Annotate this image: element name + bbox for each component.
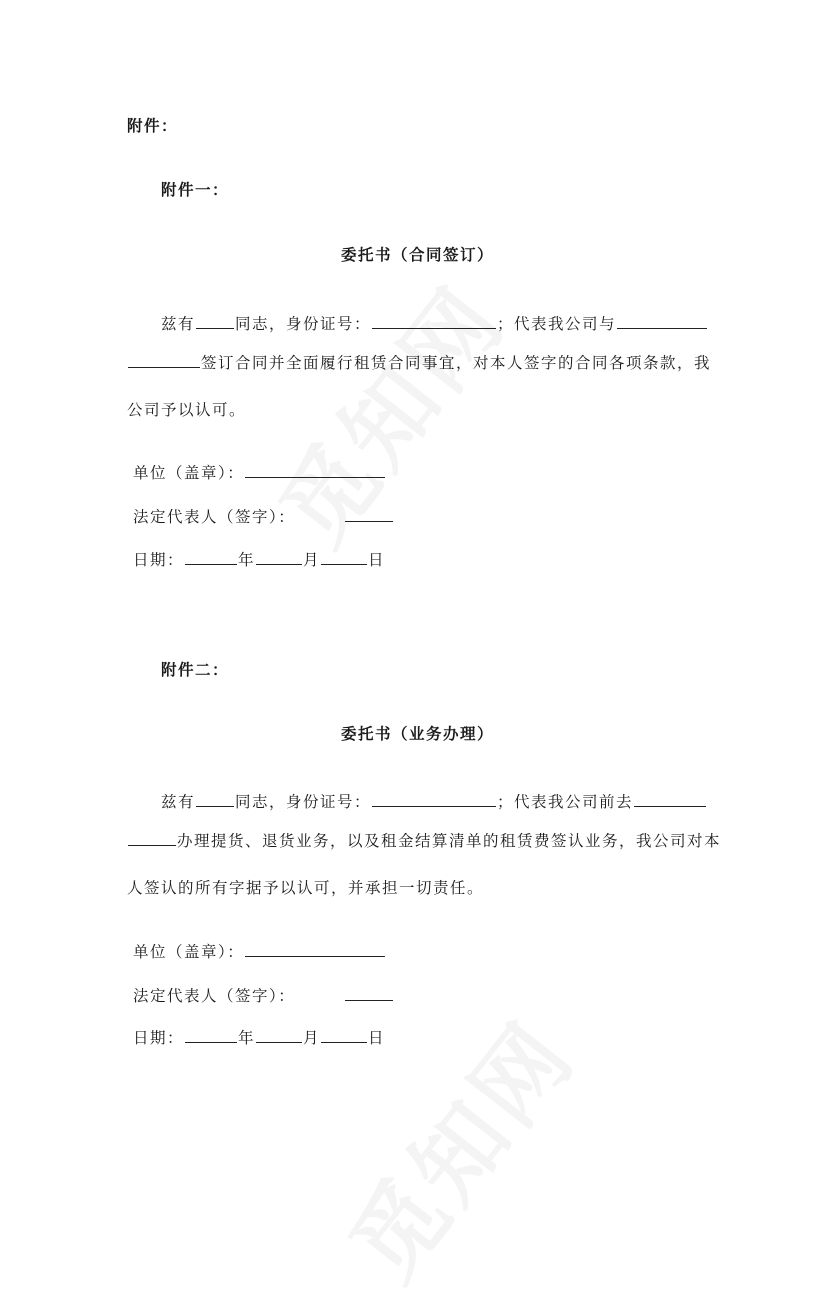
day-label: 日	[368, 1029, 386, 1047]
destination-blank[interactable]	[634, 791, 706, 807]
attachment-2-unit-row	[133, 940, 386, 962]
comrade-text: 同志，身份证号：	[235, 793, 372, 811]
attachment-1-paragraph-line-1	[161, 312, 708, 334]
unit-label: 单位（盖章）：	[133, 943, 245, 961]
name-blank[interactable]	[196, 313, 234, 329]
intro-text: 兹有	[161, 793, 196, 811]
attachment-2-paragraph-line-3: 人签认的所有字据予以认可，并承担一切责任。	[127, 879, 485, 897]
month-blank[interactable]	[256, 1027, 302, 1043]
date-label: 日期：	[133, 1029, 185, 1047]
legal-rep-signature-blank[interactable]	[345, 985, 393, 1001]
counterparty-blank[interactable]	[617, 313, 707, 329]
year-label: 年	[238, 1029, 256, 1047]
unit-seal-blank[interactable]	[245, 941, 385, 957]
attachment-2-date-row	[133, 1026, 385, 1048]
unit-label: 单位（盖章）：	[133, 464, 245, 482]
destination-blank-continued[interactable]	[128, 830, 176, 846]
page-heading: 附件：	[127, 116, 179, 135]
day-blank[interactable]	[321, 549, 367, 565]
attachment-1-rep-row	[133, 505, 394, 527]
represent-text: ；代表我公司前去	[497, 793, 634, 811]
attachment-2-label: 附件二：	[161, 660, 230, 679]
attachment-1-label: 附件一：	[161, 180, 230, 199]
legal-rep-label: 法定代表人（签字）：	[133, 987, 296, 1005]
paragraph-text: 签订合同并全面履行租赁合同事宜，对本人签字的合同各项条款，我	[201, 354, 712, 372]
month-blank[interactable]	[256, 549, 302, 565]
attachment-2-paragraph-line-1	[161, 790, 707, 812]
attachment-1-date-row	[133, 548, 385, 570]
id-number-blank[interactable]	[372, 313, 496, 329]
name-blank[interactable]	[196, 791, 234, 807]
year-label: 年	[238, 551, 256, 569]
attachment-1-unit-row	[133, 461, 386, 483]
attachment-1-paragraph-line-3: 公司予以认可。	[127, 401, 247, 419]
attachment-2-title: 委托书（业务办理）	[341, 724, 495, 743]
day-blank[interactable]	[321, 1027, 367, 1043]
id-number-blank[interactable]	[372, 791, 496, 807]
year-blank[interactable]	[185, 1027, 237, 1043]
attachment-2-paragraph-line-2	[127, 829, 721, 851]
date-label: 日期：	[133, 551, 185, 569]
unit-seal-blank[interactable]	[245, 462, 385, 478]
legal-rep-label: 法定代表人（签字）：	[133, 508, 296, 526]
attachment-2-rep-row	[133, 984, 394, 1006]
year-blank[interactable]	[185, 549, 237, 565]
attachment-1-title: 委托书（合同签订）	[341, 245, 495, 264]
month-label: 月	[303, 551, 321, 569]
month-label: 月	[303, 1029, 321, 1047]
day-label: 日	[368, 551, 386, 569]
counterparty-blank-continued[interactable]	[128, 352, 200, 368]
represent-text: ；代表我公司与	[497, 315, 617, 333]
legal-rep-signature-blank[interactable]	[345, 506, 393, 522]
paragraph-text: 办理提货、退货业务，以及租金结算清单的租赁费签认业务，我公司对本	[177, 832, 722, 850]
intro-text: 兹有	[161, 315, 196, 333]
attachment-1-paragraph-line-2	[127, 351, 711, 373]
comrade-text: 同志，身份证号：	[235, 315, 372, 333]
